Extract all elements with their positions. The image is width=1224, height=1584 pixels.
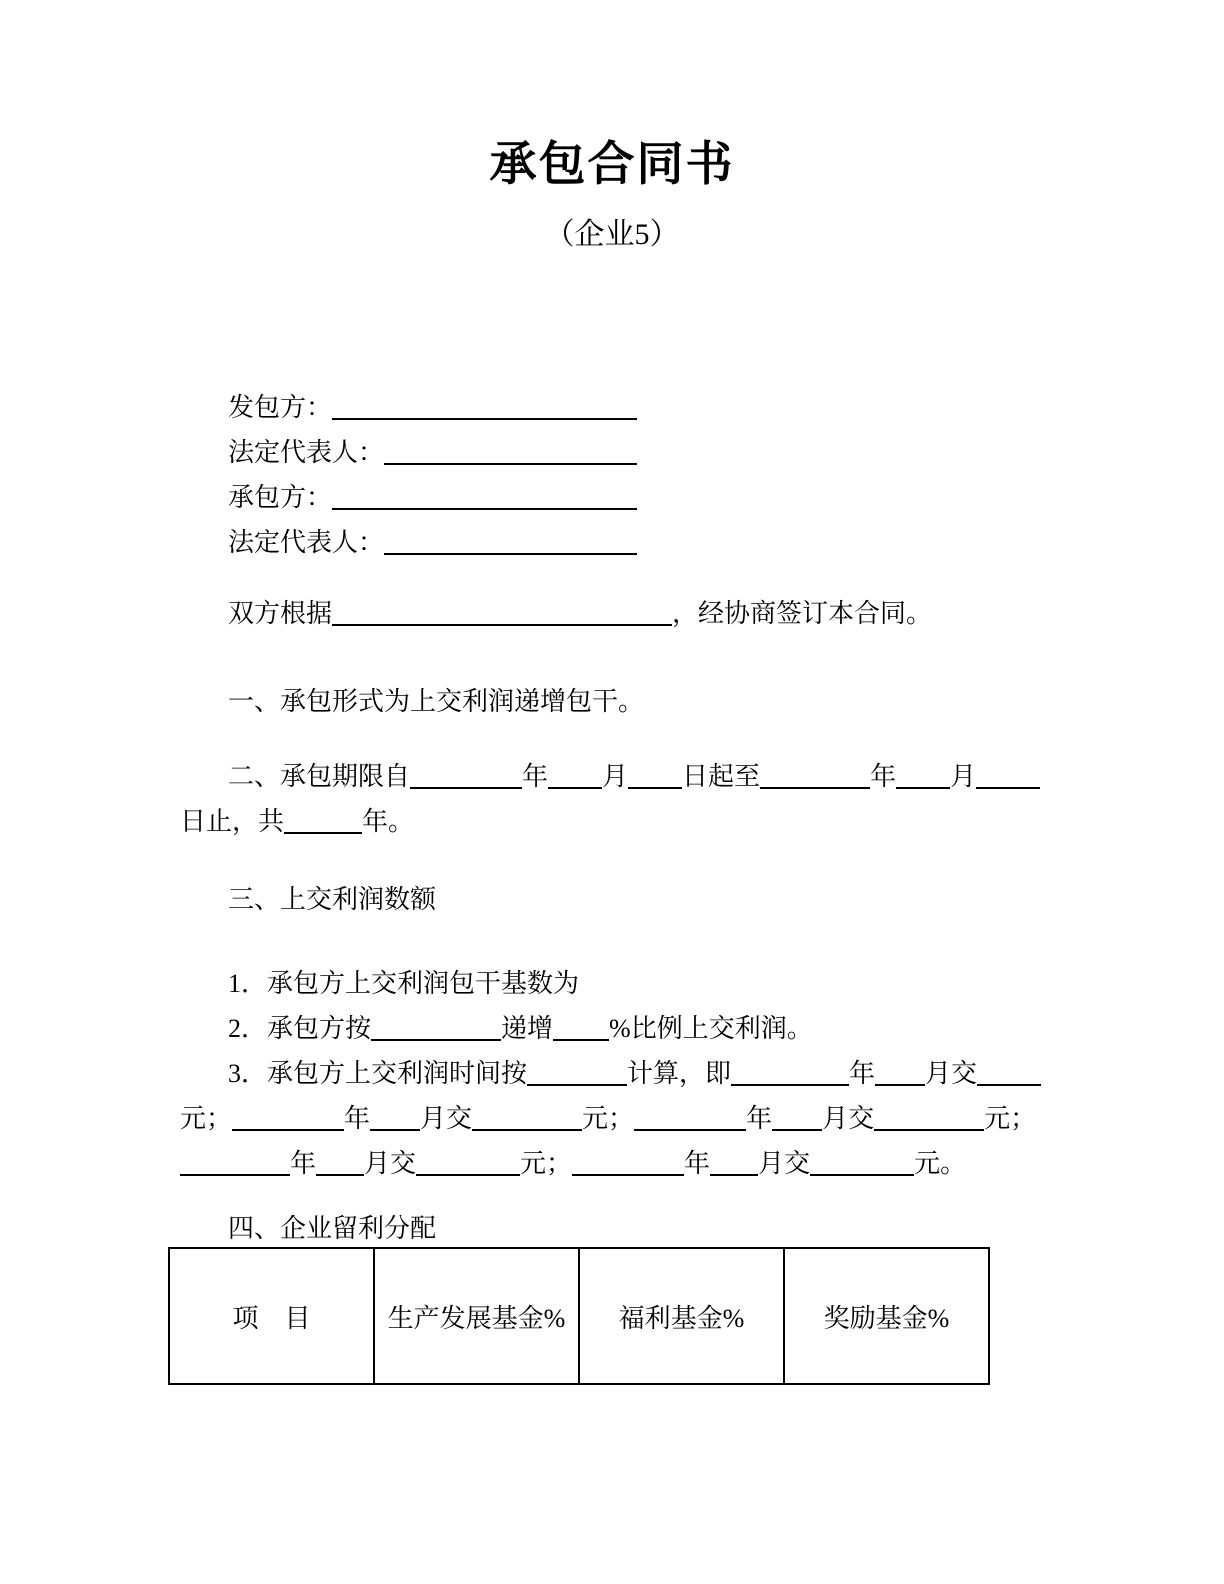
text-run: 年 [522,762,549,791]
text-run: 月交 [364,1149,417,1178]
fill-in-blank [316,1148,364,1176]
document-title: 承包合同书 [489,137,735,190]
fill-in-blank [410,761,522,789]
fill-in-blank [332,598,672,626]
fill-in-blank [875,1058,925,1086]
text-run: 月 [602,762,629,791]
table-header-welfare-fund: 福利基金% [579,1248,784,1384]
fill-in-blank [976,761,1040,789]
item-3-line2 [180,1096,1044,1141]
text-run: 元。 [914,1149,967,1178]
text-run: 年 [870,762,897,791]
fill-in-blank [384,437,637,465]
fill-in-blank [896,761,950,789]
clause-two-line1 [180,754,1044,799]
fill-in-blank [628,761,682,789]
text-run: 法定代表人： [228,528,385,557]
text-run: 年 [290,1149,317,1178]
fill-in-blank [634,1103,746,1131]
text-run: %比例上交利润。 [609,1014,813,1043]
clause-two-block [180,754,1044,844]
text-run: 月交 [420,1104,473,1133]
text-run: 双方根据 [228,599,333,628]
clause-one-line: 一、承包形式为上交利润递增包干。 [228,687,645,716]
text-run: 二、承包期限自 [228,762,411,791]
fill-in-blank [416,1148,520,1176]
party-a-representative-line [180,430,1044,475]
text-run: 2．承包方按 [228,1014,372,1043]
intro-clause-line [180,591,1044,636]
text-run: 法定代表人： [228,438,385,467]
text-run: 元； [180,1104,233,1133]
item-3-line1 [180,1051,1044,1096]
fill-in-blank [284,806,362,834]
party-a-line [180,385,1044,430]
text-run: 年 [684,1149,711,1178]
text-run: 日止，共 [180,807,285,836]
document-subtitle: （企业5） [544,218,680,251]
fill-in-blank [977,1058,1041,1086]
fill-in-blank [553,1013,609,1041]
text-run: ，经协商签订本合同。 [672,599,933,628]
text-run: 承包方： [228,483,333,512]
table-header-reward-fund: 奖励基金% [784,1248,989,1384]
fill-in-blank [180,1148,290,1176]
fill-in-blank [548,761,602,789]
item-3-line3 [180,1141,1044,1186]
fill-in-blank [772,1103,822,1131]
fill-in-blank [370,1103,420,1131]
party-info-block [180,385,1044,565]
fill-in-blank [472,1103,582,1131]
text-run: 年 [344,1104,371,1133]
text-run: 递增 [501,1014,554,1043]
clause-two-line2 [180,799,1044,844]
item-2-line [180,1006,1044,1051]
fill-in-blank [760,761,870,789]
fill-in-blank [810,1148,914,1176]
text-run: 发包方： [228,393,333,422]
text-run: 元； [520,1149,573,1178]
clause-three-items [180,961,1044,1186]
text-run: 日起至 [682,762,761,791]
text-run: 月交 [758,1149,811,1178]
clause-three-heading: 三、上交利润数额 [228,885,437,914]
text-run: 计算，即 [627,1059,732,1088]
text-run: 月交 [925,1059,978,1088]
table-header-row [169,1248,989,1384]
text-run: 年 [849,1059,876,1088]
fill-in-blank [710,1148,758,1176]
profit-distribution-table [168,1247,990,1385]
text-run: 年 [746,1104,773,1133]
party-b-line [180,475,1044,520]
clause-four-heading: 四、企业留利分配 [228,1214,437,1243]
party-b-representative-line [180,520,1044,565]
text-run: 3．承包方上交利润时间按 [228,1059,528,1088]
table-header-item: 项 目 [169,1248,374,1384]
fill-in-blank [874,1103,984,1131]
fill-in-blank [731,1058,849,1086]
fill-in-blank [332,482,637,510]
fill-in-blank [232,1103,344,1131]
fill-in-blank [384,527,637,555]
item-1-line: 1．承包方上交利润包干基数为 [228,969,580,998]
fill-in-blank [572,1148,684,1176]
text-run: 元； [582,1104,635,1133]
fill-in-blank [371,1013,501,1041]
text-run: 年。 [362,807,415,836]
fill-in-blank [332,392,637,420]
table-header-production-fund: 生产发展基金% [374,1248,579,1384]
text-run: 月 [950,762,977,791]
fill-in-blank [527,1058,627,1086]
text-run: 月交 [822,1104,875,1133]
text-run: 元； [984,1104,1037,1133]
